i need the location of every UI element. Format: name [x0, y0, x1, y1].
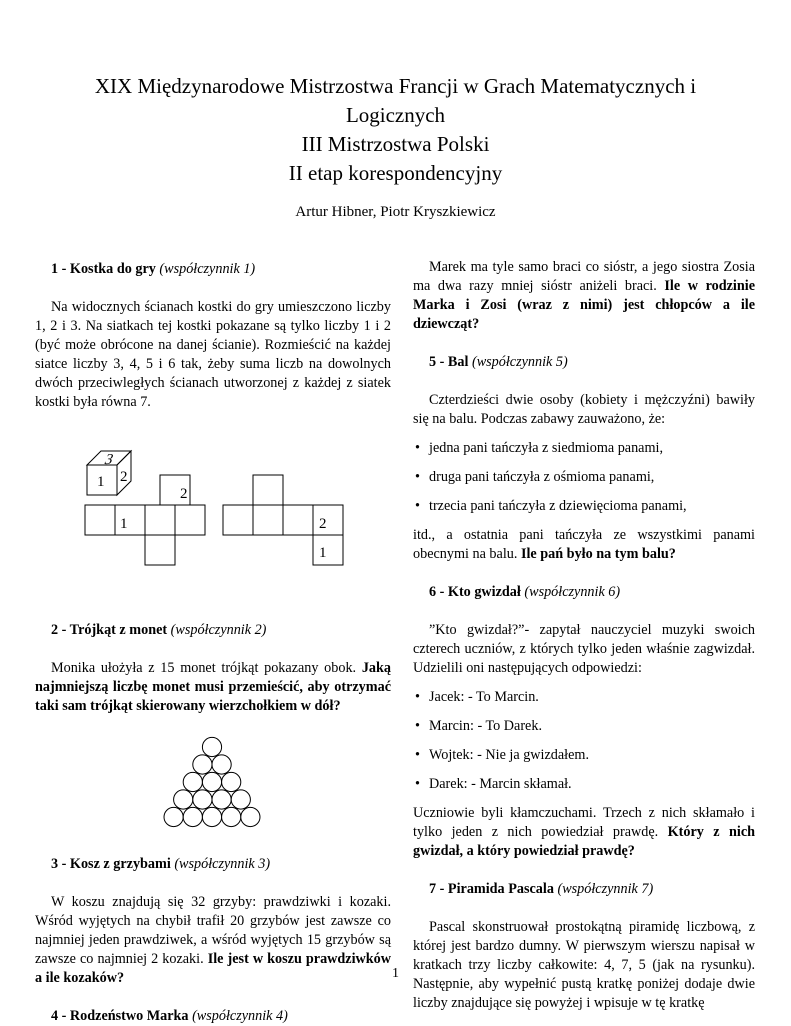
cube-side-number: 2 [120, 469, 128, 485]
problem-2-title: 2 - Trójkąt z monet [51, 622, 168, 638]
problem-7-title: 7 - Piramida Pascala [429, 881, 554, 897]
problem-6-title: 6 - Kto gwizdał [429, 584, 521, 600]
problem-6-after-text: Uczniowie byli kłamczuchami. Trzech z nich skłamało i tylko jeden z nich powiedział prawdę. [413, 805, 755, 840]
cube-top-number: 3 [102, 451, 116, 468]
problem-3-title: 3 - Kosz z grzybami [51, 856, 171, 872]
coin [193, 755, 212, 774]
coin [222, 807, 241, 826]
list-item: • trzecia pani tańczyła z dziewięcioma panami, [413, 497, 755, 516]
problem-4-heading [35, 1007, 391, 1026]
coin [202, 772, 221, 791]
net1-number-middle: 1 [120, 516, 128, 532]
list-item: • Wojtek: - Nie ja gwizdałem. [413, 746, 755, 765]
problem-7-text: Pascal skonstruował prostokątną piramidę liczbową, z której jest bardzo dumny. W pierwszym wierszu napisał w kratkach trzy liczby całkowite: 4, 7, 5 (jak na rysunku). Następnie, aby wypełnić pustą kratkę poniżej dodaje dwie liczby znajdujące się powyżej i wpisuje w tę kratkę [413, 919, 755, 1011]
problem-4-statement: Marek ma tyle samo braci co sióstr, a jego siostra Zosia ma dwa razy mniej sióstr aniżeli braci. [413, 259, 755, 294]
problem-3-statement: W koszu znajdują się 32 grzyby: prawdziwki i kozaki. Wśród wyjętych na chybił trafił 20 grzybów jest zawsze co najmniej jeden prawdziwek, a wśród wyjętych 15 grzybów są zawsze co najmniej 2 kozaki. [35, 894, 391, 967]
coin [241, 807, 260, 826]
right-column [413, 258, 755, 1013]
coin-triangle-figure [35, 736, 391, 834]
coin [222, 772, 241, 791]
problem-1-text: Na widocznych ścianach kostki do gry umieszczono liczby 1, 2 i 3. Na siatkach tej kostki pokazane są tylko liczby 1 i 2 (być może obrócone na danej ścianie). Rozmieścić na każdej siatce liczby 3, 4, 5 i 6 tak, żeby suma liczb na dowolnych dwóch przeciwległych ścianach utworzonej z każdej z siatek kostki była równa 7. [35, 299, 391, 410]
problem-7-heading [413, 880, 755, 899]
problem-6-text: ”Kto gwizdał?”- zapytał nauczyciel muzyki swoich czterech uczniów, z których tylko jeden właśnie zagwizdał. Udzielili oni następujących odpowiedzi: [413, 622, 755, 676]
problem-2-statement: Monika ułożyła z 15 monet trójkąt pokazany obok. [51, 660, 357, 676]
coin [164, 807, 183, 826]
problem-2-heading [35, 621, 391, 640]
problem-2-question: Jaką najmniejszą liczbę monet musi przemieścić, aby otrzymać taki sam trójkąt skierowany wierzchołkiem w dół? [35, 660, 391, 714]
problem-5-list [413, 439, 755, 516]
authors: Artur Hibner, Piotr Kryszkiewicz [295, 204, 496, 220]
list-item: • druga pani tańczyła z ośmioma panami, [413, 468, 755, 487]
problem-4-question: Ile w rodzinie Marka i Zosi (wraz z nimi) jest chłopców a ile dziewcząt? [413, 278, 755, 332]
problem-6-question: Który z nich gwizdał, a który powiedział prawdę? [413, 824, 756, 859]
coin [183, 807, 202, 826]
problem-5-text: Czterdzieści dwie osoby (kobiety i mężczyźni) bawiły się na balu. Podczas zabawy zauważono, że: [413, 392, 755, 427]
coin [193, 790, 212, 809]
problem-4-title: 4 - Rodzeństwo Marka [51, 1008, 189, 1024]
problem-5-after-text: itd., a ostatnia pani tańczyła ze wszystkimi panami obecnymi na balu. [413, 527, 755, 562]
problem-4-text [413, 258, 755, 334]
coin [231, 790, 250, 809]
list-item: • Darek: - Marcin skłamał. [413, 775, 755, 794]
list-item: • Jacek: - To Marcin. [413, 688, 755, 707]
problem-6-heading [413, 583, 755, 602]
list-item: • jedna pani tańczyła z siedmioma panami, [413, 439, 755, 458]
problem-2-text [35, 659, 391, 716]
problem-4-coefficient: (współczynnik 4) [192, 1008, 288, 1024]
net1-number-top: 2 [180, 486, 188, 502]
problem-1-title: 1 - Kostka do gry [51, 261, 156, 277]
left-column [35, 258, 391, 1026]
problem-5-coefficient: (współczynnik 5) [471, 354, 568, 370]
title-line-1: XIX Międzynarodowe Mistrzostwa Francji w Grach Matematycznych i [94, 74, 697, 98]
net2-number-right: 2 [319, 516, 327, 532]
coin [202, 807, 221, 826]
dice-figure [35, 441, 391, 597]
coin [212, 755, 231, 774]
cube-front-number: 1 [97, 474, 105, 490]
coin [183, 772, 202, 791]
problem-6-list [413, 688, 755, 794]
title-line-2: Logicznych [345, 103, 446, 127]
problem-5-title: 5 - Bal [429, 354, 469, 370]
problem-2-coefficient: (współczynnik 2) [170, 622, 267, 638]
problem-6-coefficient: (współczynnik 6) [524, 584, 621, 600]
coin [202, 737, 221, 756]
problem-5-heading [413, 353, 755, 372]
coin [212, 790, 231, 809]
problem-6-after [413, 804, 755, 861]
problem-7-coefficient: (współczynnik 7) [557, 881, 654, 897]
problem-1-heading [35, 260, 391, 279]
problem-3-coefficient: (współczynnik 3) [174, 856, 271, 872]
problem-3-heading [35, 855, 391, 874]
document-title [60, 72, 731, 188]
coin [174, 790, 193, 809]
page-number: 1 [392, 966, 399, 981]
problem-5-question: Ile pań było na tym balu? [520, 546, 676, 562]
title-line-3: III Mistrzostwa Polski [301, 132, 490, 156]
net2-number-bottom: 1 [319, 545, 327, 561]
list-item: • Marcin: - To Darek. [413, 717, 755, 736]
problem-3-question: Ile jest w koszu prawdziwków a ile kozaków? [35, 951, 392, 986]
title-line-4: II etap korespondencyjny [288, 161, 503, 185]
problem-5-after [413, 526, 755, 564]
problem-1-coefficient: (współczynnik 1) [159, 261, 256, 277]
